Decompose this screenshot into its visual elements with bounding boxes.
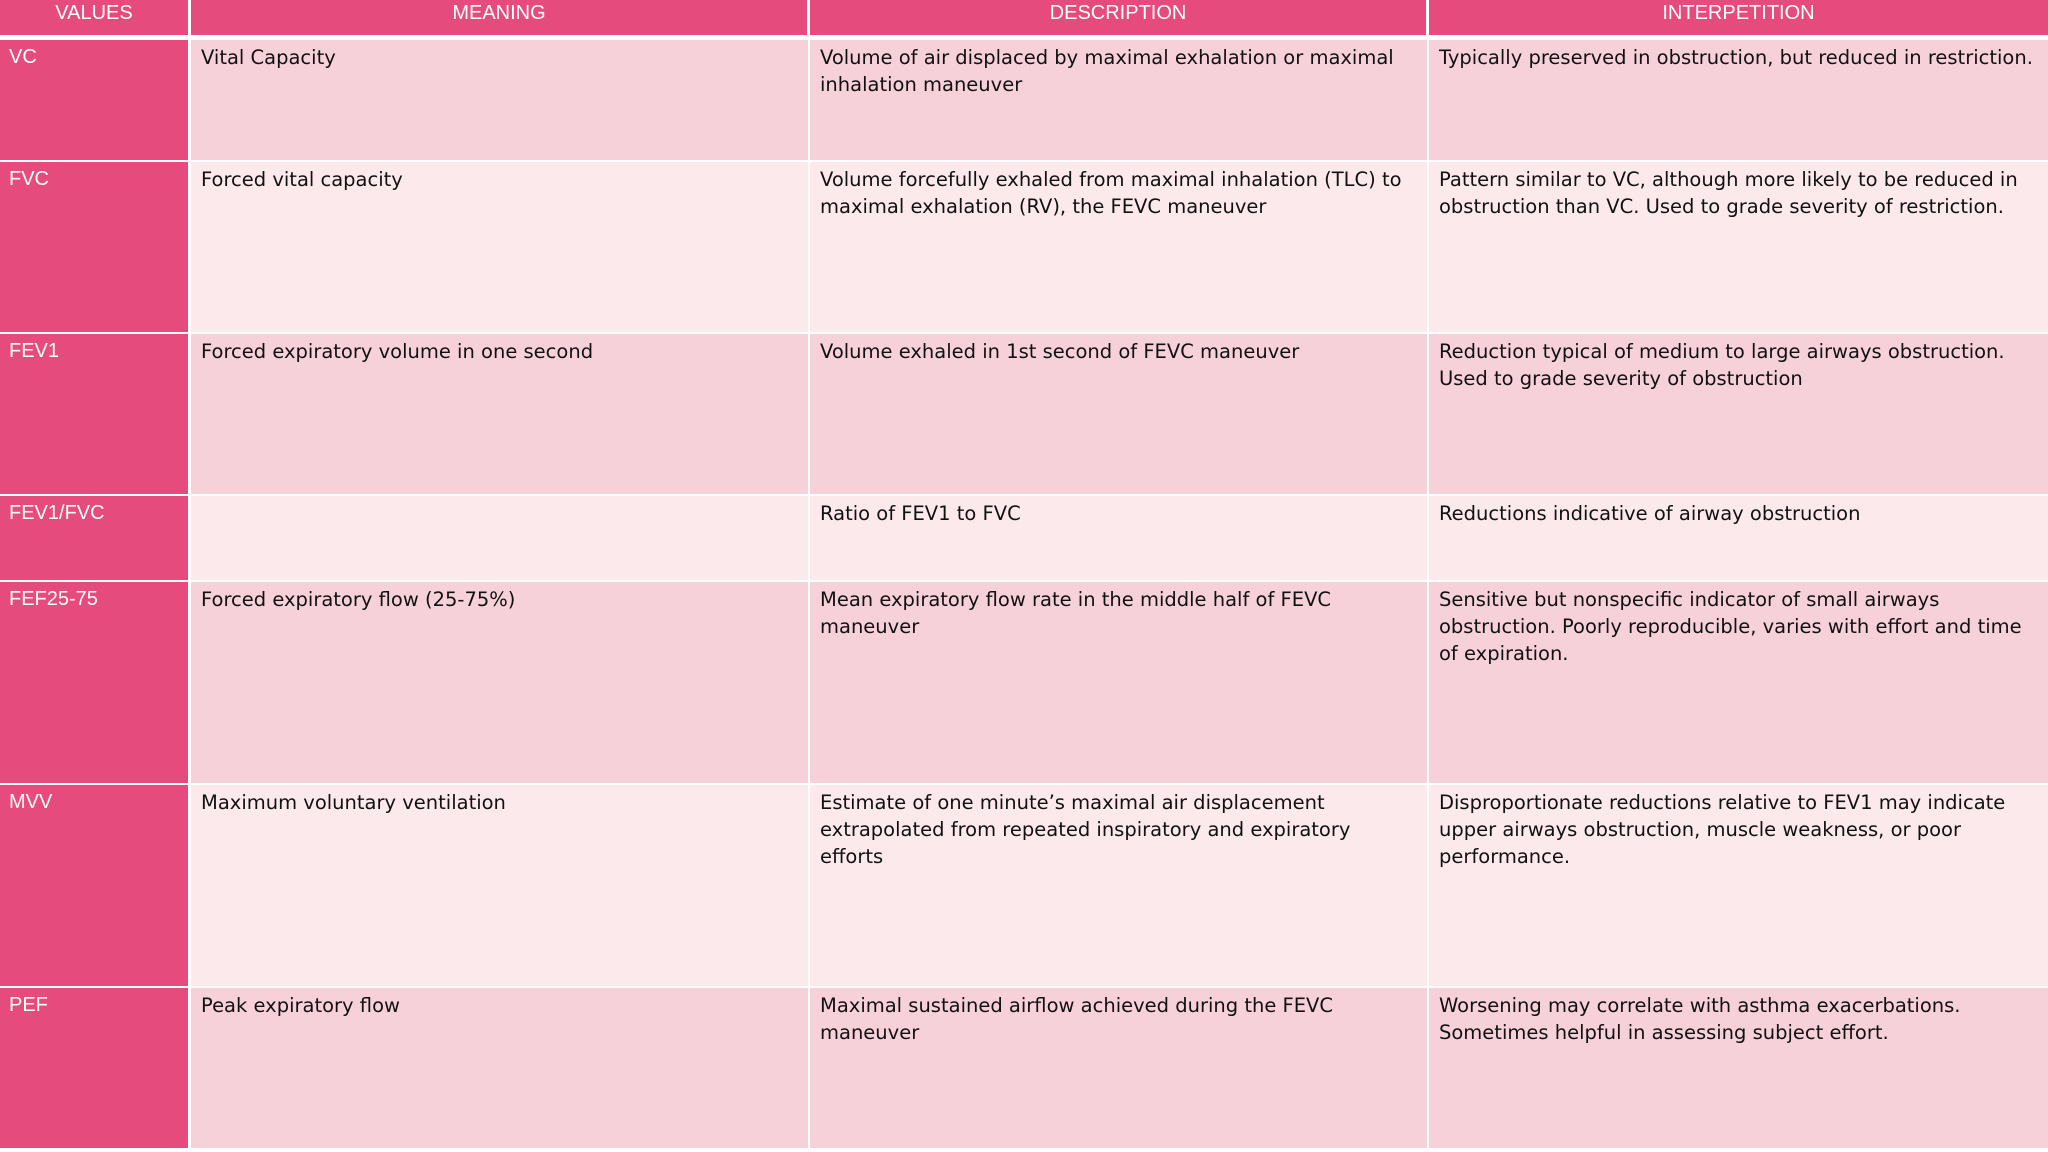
meaning-cell: [191, 496, 810, 582]
value-cell: FEV1: [0, 334, 191, 496]
meaning-cell: Peak expiratory flow: [191, 988, 810, 1150]
interpretation-cell: Reductions indicative of airway obstruction: [1429, 496, 2048, 582]
description-cell: Volume forcefully exhaled from maximal inhalation (TLC) to maximal exhalation (RV), the FEVC maneuver: [810, 162, 1429, 334]
description-cell: Estimate of one minute’s maximal air displacement extrapolated from repeated inspiratory and expiratory efforts: [810, 785, 1429, 988]
description-cell: Volume of air displaced by maximal exhalation or maximal inhalation maneuver: [810, 40, 1429, 162]
value-cell: MVV: [0, 785, 191, 988]
header-meaning: MEANING: [191, 0, 810, 40]
header-values: VALUES: [0, 0, 191, 40]
interpretation-cell: Sensitive but nonspecific indicator of small airways obstruction. Poorly reproducible, varies with effort and time of expiration.: [1429, 582, 2048, 785]
value-cell: VC: [0, 40, 191, 162]
interpretation-cell: Disproportionate reductions relative to FEV1 may indicate upper airways obstruction, muscle weakness, or poor performance.: [1429, 785, 2048, 988]
interpretation-cell: Pattern similar to VC, although more likely to be reduced in obstruction than VC. Used to grade severity of restriction.: [1429, 162, 2048, 334]
description-cell: Maximal sustained airflow achieved during the FEVC maneuver: [810, 988, 1429, 1150]
meaning-cell: Maximum voluntary ventilation: [191, 785, 810, 988]
interpretation-cell: Typically preserved in obstruction, but reduced in restriction.: [1429, 40, 2048, 162]
description-cell: Ratio of FEV1 to FVC: [810, 496, 1429, 582]
meaning-cell: Forced expiratory flow (25-75%): [191, 582, 810, 785]
header-interpretation: INTERPETITION: [1429, 0, 2048, 40]
value-cell: PEF: [0, 988, 191, 1150]
interpretation-cell: Worsening may correlate with asthma exacerbations. Sometimes helpful in assessing subject effort.: [1429, 988, 2048, 1150]
interpretation-cell: Reduction typical of medium to large airways obstruction. Used to grade severity of obstruction: [1429, 334, 2048, 496]
meaning-cell: Forced expiratory volume in one second: [191, 334, 810, 496]
value-cell: FEF25-75: [0, 582, 191, 785]
description-cell: Volume exhaled in 1st second of FEVC maneuver: [810, 334, 1429, 496]
description-cell: Mean expiratory flow rate in the middle half of FEVC maneuver: [810, 582, 1429, 785]
value-cell: FEV1/FVC: [0, 496, 191, 582]
header-description: DESCRIPTION: [810, 0, 1429, 40]
meaning-cell: Vital Capacity: [191, 40, 810, 162]
value-cell: FVC: [0, 162, 191, 334]
meaning-cell: Forced vital capacity: [191, 162, 810, 334]
